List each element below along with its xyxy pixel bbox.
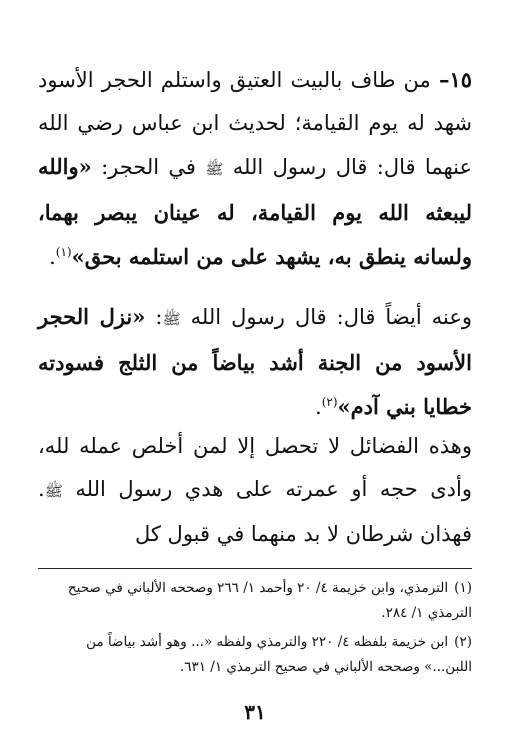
footnote-text: ابن خزيمة بلفظه ٤/ ٢٢٠ والترمذي ولفظه «... وهو أشد بياضاً من اللبن...» وصححه الألباني في صحيح الترمذي ١/ ٦٣١. [86,634,472,675]
paragraph-text: وعنه أيضاً قال: قال رسول الله [180,305,472,329]
footnote-separator [38,568,472,569]
salutation-mark: ﷺ [162,310,181,328]
item-dash: – [438,67,450,92]
footnote-reference: (٢) [321,395,338,409]
paragraph-hadith-black-stone [38,295,472,429]
paragraph-text: من طاف بالبيت العتيق واستلم الحجر الأسود شهد له يوم القيامة؛ لحديث ابن عباس رضي الله عنهما قال: قال رسول الله [38,68,473,179]
salutation-mark: ﷺ [205,160,224,178]
hadith-quote: «نزل الحجر الأسود من الجنة أشد بياضاً من الثلج [38,304,472,375]
page-number: ٣١ [244,700,266,724]
paragraph-conditions [38,425,472,556]
paragraph-text: . فهذان شرطان لا بد منهما في قبول كل [38,477,472,546]
footnote-2 [38,630,472,680]
period: . [315,395,322,419]
footnote-1 [38,576,472,626]
footnote-reference: (١) [55,245,72,259]
footnotes [38,576,472,684]
footnote-number: (٢) [454,634,472,650]
hadith-quote-continued: فسودته خطايا بني آدم» [38,350,472,419]
paragraph-text: وهذه الفضائل لا تحصل إلا لمن أخلص عمله لله، وأدى حجه أو عمرته على هدي رسول الله [38,434,472,501]
hadith-quote: «والله ليبعثه الله يوم القيامة، له عينان يبصر بهما، ولسانه ينطق به، يشهد على من استلمه بحق» [38,154,472,269]
salutation-mark: ﷺ [44,482,63,500]
paragraph-15 [38,58,472,279]
footnote-number: (١) [454,580,472,596]
paragraph-text: : [145,305,163,329]
period: . [49,245,56,269]
paragraph-text: في الحجر: [91,155,206,179]
item-number: ١٥ [449,67,472,92]
footnote-text: الترمذي، وابن خزيمة ٤/ ٢٠ وأحمد ١/ ٢٦٦ وصححه الألباني في صحيح الترمذي ١/ ٢٨٤. [67,580,472,621]
